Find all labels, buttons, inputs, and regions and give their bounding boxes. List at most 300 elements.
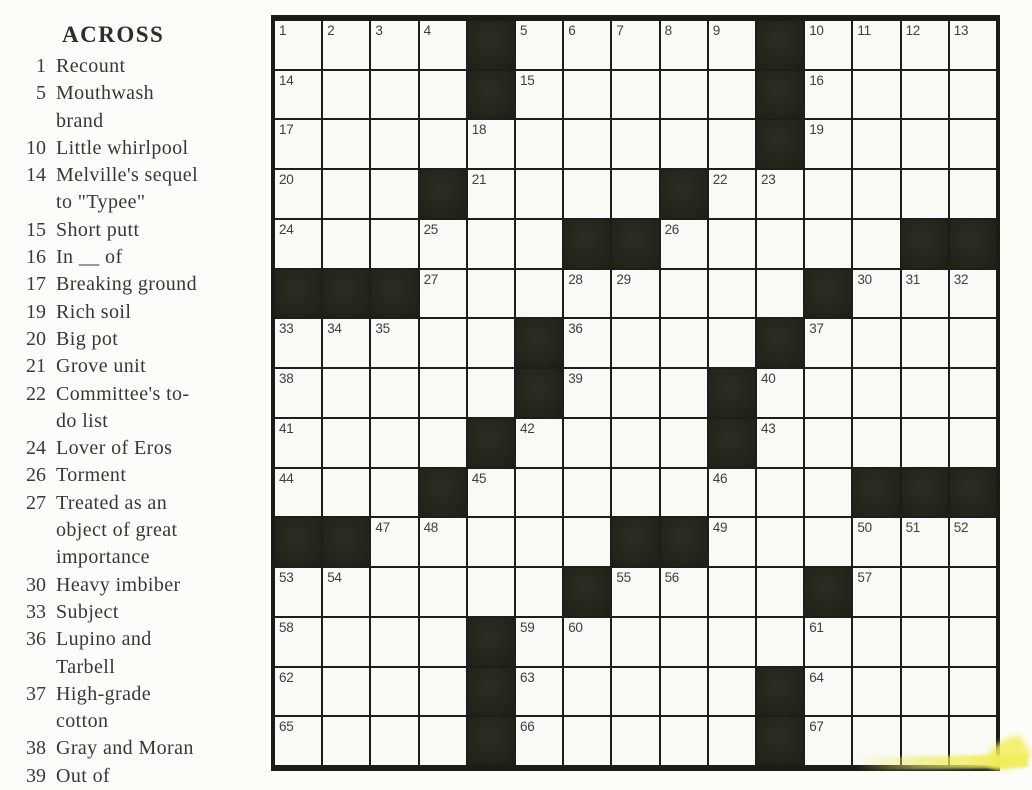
grid-cell-r9c2[interactable] xyxy=(323,419,369,467)
clue-text: brand xyxy=(56,109,104,132)
grid-cell-r6c10[interactable] xyxy=(709,270,755,318)
clue-line xyxy=(0,517,262,544)
grid-cell-r13c12[interactable] xyxy=(805,618,851,666)
grid-cell-r2c7[interactable] xyxy=(564,71,610,119)
grid-cell-r8c4[interactable] xyxy=(420,369,466,417)
clue-number: 22 xyxy=(26,382,46,405)
grid-cell-r8c15[interactable] xyxy=(950,369,996,417)
clue-line xyxy=(0,108,262,135)
black-cell-r12c7 xyxy=(564,568,610,616)
grid-cell-r7c10[interactable] xyxy=(709,319,755,367)
cell-number: 18 xyxy=(471,122,487,138)
grid-cell-r14c15[interactable] xyxy=(950,668,996,716)
grid-cell-r7c7[interactable] xyxy=(564,319,610,367)
grid-cell-r14c10[interactable] xyxy=(709,668,755,716)
grid-cell-r1c14[interactable] xyxy=(902,21,948,69)
grid-cell-r4c10[interactable] xyxy=(709,170,755,218)
grid-cell-r2c13[interactable] xyxy=(853,71,899,119)
grid-cell-r1c7[interactable] xyxy=(564,21,610,69)
grid-cell-r14c4[interactable] xyxy=(420,668,466,716)
grid-cell-r15c2[interactable] xyxy=(323,717,369,765)
cell-number: 22 xyxy=(712,172,728,188)
grid-cell-r14c13[interactable] xyxy=(853,668,899,716)
black-cell-r2c11 xyxy=(757,71,803,119)
grid-cell-r1c13[interactable] xyxy=(853,21,899,69)
grid-cell-r13c3[interactable] xyxy=(371,618,417,666)
grid-cell-r3c1[interactable] xyxy=(275,120,321,168)
grid-cell-r12c4[interactable] xyxy=(420,568,466,616)
grid-cell-r14c3[interactable] xyxy=(371,668,417,716)
cell-number: 66 xyxy=(520,719,535,735)
grid-cell-r3c13[interactable] xyxy=(853,120,899,168)
grid-cell-r2c4[interactable] xyxy=(420,71,466,119)
cell-number: 37 xyxy=(809,321,824,337)
grid-cell-r4c11[interactable] xyxy=(757,170,803,218)
clue-text: In __ of xyxy=(56,246,123,269)
cell-number: 7 xyxy=(616,23,624,38)
grid-cell-r3c5[interactable] xyxy=(468,120,514,168)
grid-cell-r2c1[interactable] xyxy=(275,71,321,119)
grid-cell-r14c12[interactable] xyxy=(805,668,851,716)
cell-number: 57 xyxy=(857,570,872,586)
grid-cell-r2c6[interactable] xyxy=(516,71,562,119)
grid-cell-r10c10[interactable] xyxy=(709,469,755,517)
cell-number: 28 xyxy=(568,271,583,287)
grid-cell-r6c13[interactable] xyxy=(853,270,899,318)
grid-cell-r2c12[interactable] xyxy=(805,71,851,119)
grid-cell-r7c12[interactable] xyxy=(805,319,851,367)
grid-cell-r4c8[interactable] xyxy=(612,170,658,218)
grid-cell-r13c11[interactable] xyxy=(757,618,803,666)
grid-cell-r12c8[interactable] xyxy=(612,568,658,616)
grid-cell-r5c4[interactable] xyxy=(420,220,466,268)
grid-cell-r10c9[interactable] xyxy=(661,469,707,517)
grid-cell-r3c2[interactable] xyxy=(323,120,369,168)
grid-cell-r5c1[interactable] xyxy=(275,220,321,268)
cell-number: 3 xyxy=(375,23,383,38)
cell-number: 8 xyxy=(664,23,672,38)
grid-cell-r6c7[interactable] xyxy=(564,270,610,318)
grid-cell-r13c6[interactable] xyxy=(516,618,562,666)
grid-cell-r11c5[interactable] xyxy=(468,518,514,566)
grid-cell-r8c9[interactable] xyxy=(661,369,707,417)
black-cell-r3c11 xyxy=(757,120,803,168)
grid-cell-r13c10[interactable] xyxy=(709,618,755,666)
grid-cell-r13c13[interactable] xyxy=(853,618,899,666)
grid-cell-r13c2[interactable] xyxy=(323,618,369,666)
cell-number: 27 xyxy=(423,271,439,287)
clue-line xyxy=(0,299,262,326)
clue-text: Melville's sequel xyxy=(56,164,199,187)
grid-cell-r6c4[interactable] xyxy=(420,270,466,318)
black-cell-r1c11 xyxy=(757,21,803,69)
grid-cell-r14c2[interactable] xyxy=(323,668,369,716)
clue-text: Breaking ground xyxy=(56,273,197,296)
grid-cell-r15c8[interactable] xyxy=(612,717,658,765)
grid-cell-r11c6[interactable] xyxy=(516,518,562,566)
grid-cell-r3c8[interactable] xyxy=(612,120,658,168)
grid-cell-r6c9[interactable] xyxy=(661,270,707,318)
clue-number: 1 xyxy=(36,55,46,77)
grid-cell-r6c5[interactable] xyxy=(468,270,514,318)
grid-cell-r9c9[interactable] xyxy=(661,419,707,467)
black-cell-r10c13 xyxy=(853,469,899,517)
grid-cell-r11c14[interactable] xyxy=(902,518,948,566)
grid-cell-r14c14[interactable] xyxy=(902,668,948,716)
grid-cell-r7c5[interactable] xyxy=(468,319,514,367)
grid-cell-r13c4[interactable] xyxy=(420,618,466,666)
grid-cell-r3c6[interactable] xyxy=(516,120,562,168)
grid-cell-r14c8[interactable] xyxy=(612,668,658,716)
grid-cell-r4c6[interactable] xyxy=(516,170,562,218)
cell-number: 42 xyxy=(520,420,535,436)
grid-cell-r3c10[interactable] xyxy=(709,120,755,168)
grid-cell-r8c14[interactable] xyxy=(902,369,948,417)
grid-cell-r9c7[interactable] xyxy=(564,419,610,467)
cell-number: 64 xyxy=(809,669,824,685)
grid-cell-r1c9[interactable] xyxy=(661,21,707,69)
black-cell-r6c2 xyxy=(323,270,369,318)
black-cell-r10c4 xyxy=(420,469,466,517)
grid-cell-r7c4[interactable] xyxy=(420,319,466,367)
clue-text: Torment xyxy=(56,464,127,487)
grid-cell-r1c10[interactable] xyxy=(709,21,755,69)
grid-cell-r3c9[interactable] xyxy=(661,120,707,168)
black-cell-r5c15 xyxy=(950,220,996,268)
grid-cell-r13c7[interactable] xyxy=(564,618,610,666)
grid-cell-r2c15[interactable] xyxy=(950,71,996,119)
grid-cell-r8c11[interactable] xyxy=(757,369,803,417)
black-cell-r5c7 xyxy=(564,220,610,268)
grid-cell-r12c6[interactable] xyxy=(516,568,562,616)
grid-cell-r8c12[interactable] xyxy=(805,369,851,417)
clue-line xyxy=(0,654,262,681)
grid-cell-r3c7[interactable] xyxy=(564,120,610,168)
grid-cell-r15c6[interactable] xyxy=(516,717,562,765)
black-cell-r5c8 xyxy=(612,220,658,268)
cell-number: 14 xyxy=(279,72,294,88)
grid-cell-r8c7[interactable] xyxy=(564,369,610,417)
grid-cell-r5c9[interactable] xyxy=(661,220,707,268)
clue-text: Out of xyxy=(56,764,111,787)
grid-cell-r12c13[interactable] xyxy=(853,568,899,616)
cell-number: 58 xyxy=(279,619,294,635)
grid-cell-r5c13[interactable] xyxy=(853,220,899,268)
grid-cell-r15c10[interactable] xyxy=(709,717,755,765)
cell-number: 43 xyxy=(761,420,776,436)
grid-cell-r9c6[interactable] xyxy=(516,419,562,467)
grid-cell-r3c3[interactable] xyxy=(371,120,417,168)
grid-cell-r4c12[interactable] xyxy=(805,170,851,218)
grid-cell-r6c14[interactable] xyxy=(902,270,948,318)
grid-cell-r1c2[interactable] xyxy=(323,21,369,69)
grid-cell-r7c14[interactable] xyxy=(902,319,948,367)
clue-number: 27 xyxy=(26,491,46,514)
clue-number: 21 xyxy=(26,355,46,378)
grid-cell-r13c8[interactable] xyxy=(612,618,658,666)
grid-cell-r15c3[interactable] xyxy=(371,717,417,765)
grid-cell-r12c1[interactable] xyxy=(275,568,321,616)
grid-cell-r12c2[interactable] xyxy=(323,568,369,616)
grid-cell-r5c10[interactable] xyxy=(709,220,755,268)
black-cell-r11c2 xyxy=(323,518,369,566)
cell-number: 4 xyxy=(423,23,431,38)
clue-line xyxy=(0,217,262,244)
grid-cell-r4c7[interactable] xyxy=(564,170,610,218)
grid-cell-r11c7[interactable] xyxy=(564,518,610,566)
black-cell-r9c5 xyxy=(468,419,514,467)
clue-line xyxy=(0,435,262,462)
grid-cell-r1c8[interactable] xyxy=(612,21,658,69)
black-cell-r11c9 xyxy=(661,518,707,566)
grid-cell-r10c3[interactable] xyxy=(371,469,417,517)
grid-cell-r8c8[interactable] xyxy=(612,369,658,417)
grid-cell-r10c1[interactable] xyxy=(275,469,321,517)
clue-text: Lupino and xyxy=(56,628,152,651)
cell-number: 67 xyxy=(809,719,824,735)
grid-cell-r13c15[interactable] xyxy=(950,618,996,666)
cell-number: 54 xyxy=(327,570,342,586)
grid-cell-r2c10[interactable] xyxy=(709,71,755,119)
black-cell-r4c4 xyxy=(420,170,466,218)
grid-cell-r5c2[interactable] xyxy=(323,220,369,268)
black-cell-r13c5 xyxy=(468,618,514,666)
cell-number: 60 xyxy=(568,619,583,635)
cell-number: 15 xyxy=(520,72,535,88)
clue-line xyxy=(0,162,262,189)
cell-number: 29 xyxy=(616,271,631,287)
grid-cell-r10c8[interactable] xyxy=(612,469,658,517)
grid-cell-r3c15[interactable] xyxy=(950,120,996,168)
grid-cell-r9c3[interactable] xyxy=(371,419,417,467)
clue-text: Subject xyxy=(56,600,119,623)
grid-cell-r2c9[interactable] xyxy=(661,71,707,119)
grid-cell-r5c3[interactable] xyxy=(371,220,417,268)
grid-cell-r15c7[interactable] xyxy=(564,717,610,765)
grid-cell-r10c2[interactable] xyxy=(323,469,369,517)
grid-cell-r8c1[interactable] xyxy=(275,369,321,417)
clue-line xyxy=(0,462,262,489)
grid-cell-r10c6[interactable] xyxy=(516,469,562,517)
cell-number: 38 xyxy=(279,371,294,387)
clue-number: 36 xyxy=(26,628,46,651)
grid-cell-r3c4[interactable] xyxy=(420,120,466,168)
clue-number: 5 xyxy=(36,82,46,105)
cell-number: 36 xyxy=(568,321,583,337)
grid-cell-r11c10[interactable] xyxy=(709,518,755,566)
clue-line xyxy=(0,681,262,708)
grid-cell-r13c1[interactable] xyxy=(275,618,321,666)
grid-cell-r7c8[interactable] xyxy=(612,319,658,367)
cell-number: 47 xyxy=(375,520,390,536)
clue-text: Heavy imbiber xyxy=(56,573,181,596)
grid-cell-r1c3[interactable] xyxy=(371,21,417,69)
grid-cell-r2c2[interactable] xyxy=(323,71,369,119)
grid-cell-r12c10[interactable] xyxy=(709,568,755,616)
grid-cell-r7c9[interactable] xyxy=(661,319,707,367)
grid-cell-r11c11[interactable] xyxy=(757,518,803,566)
cell-number: 56 xyxy=(664,570,680,586)
grid-cell-r11c4[interactable] xyxy=(420,518,466,566)
cell-number: 26 xyxy=(664,221,680,237)
clue-number: 20 xyxy=(26,327,46,350)
grid-cell-r7c1[interactable] xyxy=(275,319,321,367)
grid-cell-r9c15[interactable] xyxy=(950,419,996,467)
black-cell-r11c8 xyxy=(612,518,658,566)
grid-cell-r4c13[interactable] xyxy=(853,170,899,218)
clue-line xyxy=(0,271,262,298)
clue-line xyxy=(0,244,262,271)
cell-number: 32 xyxy=(953,271,969,287)
grid-cell-r4c3[interactable] xyxy=(371,170,417,218)
clue-line xyxy=(0,53,262,80)
grid-cell-r11c3[interactable] xyxy=(371,518,417,566)
grid-cell-r9c8[interactable] xyxy=(612,419,658,467)
grid-cell-r9c11[interactable] xyxy=(757,419,803,467)
grid-cell-r14c1[interactable] xyxy=(275,668,321,716)
clue-line xyxy=(0,572,262,599)
grid-cell-r11c15[interactable] xyxy=(950,518,996,566)
grid-cell-r2c14[interactable] xyxy=(902,71,948,119)
black-cell-r11c1 xyxy=(275,518,321,566)
cell-number: 5 xyxy=(520,23,528,38)
grid-cell-r7c3[interactable] xyxy=(371,319,417,367)
cell-number: 61 xyxy=(809,619,824,635)
clue-line xyxy=(0,708,262,735)
cell-number: 24 xyxy=(279,221,294,237)
cell-number: 40 xyxy=(761,371,776,387)
grid-cell-r8c2[interactable] xyxy=(323,369,369,417)
grid-cell-r4c1[interactable] xyxy=(275,170,321,218)
cell-number: 44 xyxy=(279,470,294,486)
grid-cell-r9c1[interactable] xyxy=(275,419,321,467)
cell-number: 52 xyxy=(953,520,969,536)
across-clues-panel xyxy=(0,0,262,787)
cell-number: 25 xyxy=(423,221,439,237)
grid-cell-r1c15[interactable] xyxy=(950,21,996,69)
cell-number: 59 xyxy=(520,619,535,635)
grid-cell-r1c1[interactable] xyxy=(275,21,321,69)
grid-cell-r5c12[interactable] xyxy=(805,220,851,268)
grid-cell-r8c5[interactable] xyxy=(468,369,514,417)
cell-number: 65 xyxy=(279,719,294,735)
cell-number: 33 xyxy=(279,321,294,337)
clue-text: Rich soil xyxy=(56,300,132,323)
clue-line xyxy=(0,599,262,626)
black-cell-r10c14 xyxy=(902,469,948,517)
grid-cell-r7c13[interactable] xyxy=(853,319,899,367)
grid-cell-r9c4[interactable] xyxy=(420,419,466,467)
clue-text: Short putt xyxy=(56,218,140,241)
cell-number: 2 xyxy=(327,23,335,38)
grid-cell-r4c15[interactable] xyxy=(950,170,996,218)
black-cell-r7c11 xyxy=(757,319,803,367)
grid-cell-r15c12[interactable] xyxy=(805,717,851,765)
grid-cell-r10c12[interactable] xyxy=(805,469,851,517)
grid-cell-r6c6[interactable] xyxy=(516,270,562,318)
grid-cell-r5c11[interactable] xyxy=(757,220,803,268)
grid-cell-r1c6[interactable] xyxy=(516,21,562,69)
grid-cell-r1c4[interactable] xyxy=(420,21,466,69)
black-cell-r2c5 xyxy=(468,71,514,119)
grid-cell-r12c14[interactable] xyxy=(902,568,948,616)
grid-cell-r4c5[interactable] xyxy=(468,170,514,218)
grid-cell-r7c15[interactable] xyxy=(950,319,996,367)
grid-cell-r1c12[interactable] xyxy=(805,21,851,69)
grid-cell-r10c5[interactable] xyxy=(468,469,514,517)
clue-line xyxy=(0,735,262,762)
clue-number: 39 xyxy=(26,764,46,787)
clue-line xyxy=(0,544,262,571)
clue-line xyxy=(0,381,262,408)
grid-cell-r12c15[interactable] xyxy=(950,568,996,616)
grid-cell-r9c13[interactable] xyxy=(853,419,899,467)
grid-cell-r5c6[interactable] xyxy=(516,220,562,268)
clue-number: 24 xyxy=(26,437,46,460)
grid-cell-r6c11[interactable] xyxy=(757,270,803,318)
grid-cell-r12c5[interactable] xyxy=(468,568,514,616)
clue-text: object of great xyxy=(56,519,178,542)
grid-cell-r12c11[interactable] xyxy=(757,568,803,616)
grid-cell-r6c15[interactable] xyxy=(950,270,996,318)
cell-number: 45 xyxy=(471,470,487,486)
grid-cell-r3c14[interactable] xyxy=(902,120,948,168)
grid-cell-r12c3[interactable] xyxy=(371,568,417,616)
cell-number: 1 xyxy=(279,23,287,38)
clue-number: 26 xyxy=(26,464,46,487)
cell-number: 17 xyxy=(279,122,294,138)
grid-cell-r10c7[interactable] xyxy=(564,469,610,517)
grid-cell-r2c8[interactable] xyxy=(612,71,658,119)
cell-number: 41 xyxy=(279,420,294,436)
black-cell-r6c1 xyxy=(275,270,321,318)
grid-cell-r8c3[interactable] xyxy=(371,369,417,417)
cell-number: 13 xyxy=(953,23,969,38)
grid-cell-r14c7[interactable] xyxy=(564,668,610,716)
grid-cell-r9c12[interactable] xyxy=(805,419,851,467)
grid-cell-r9c14[interactable] xyxy=(902,419,948,467)
black-cell-r6c3 xyxy=(371,270,417,318)
cell-number: 53 xyxy=(279,570,294,586)
clue-line xyxy=(0,80,262,107)
grid-cell-r10c11[interactable] xyxy=(757,469,803,517)
clue-line xyxy=(0,490,262,517)
grid-cell-r8c13[interactable] xyxy=(853,369,899,417)
grid-cell-r12c9[interactable] xyxy=(661,568,707,616)
grid-cell-r3c12[interactable] xyxy=(805,120,851,168)
grid-cell-r15c1[interactable] xyxy=(275,717,321,765)
grid-cell-r15c4[interactable] xyxy=(420,717,466,765)
grid-cell-r4c14[interactable] xyxy=(902,170,948,218)
grid-cell-r14c6[interactable] xyxy=(516,668,562,716)
cell-number: 16 xyxy=(809,72,824,88)
clue-text: Treated as an xyxy=(56,491,168,514)
clue-text: Recount xyxy=(56,55,126,77)
grid-cell-r13c9[interactable] xyxy=(661,618,707,666)
grid-cell-r15c9[interactable] xyxy=(661,717,707,765)
cell-number: 19 xyxy=(809,122,824,138)
clue-number: 33 xyxy=(26,600,46,623)
grid-cell-r2c3[interactable] xyxy=(371,71,417,119)
grid-cell-r11c13[interactable] xyxy=(853,518,899,566)
grid-cell-r13c14[interactable] xyxy=(902,618,948,666)
grid-cell-r6c8[interactable] xyxy=(612,270,658,318)
grid-cell-r11c12[interactable] xyxy=(805,518,851,566)
grid-cell-r5c5[interactable] xyxy=(468,220,514,268)
grid-cell-r14c9[interactable] xyxy=(661,668,707,716)
grid-cell-r4c2[interactable] xyxy=(323,170,369,218)
grid-cell-r7c2[interactable] xyxy=(323,319,369,367)
